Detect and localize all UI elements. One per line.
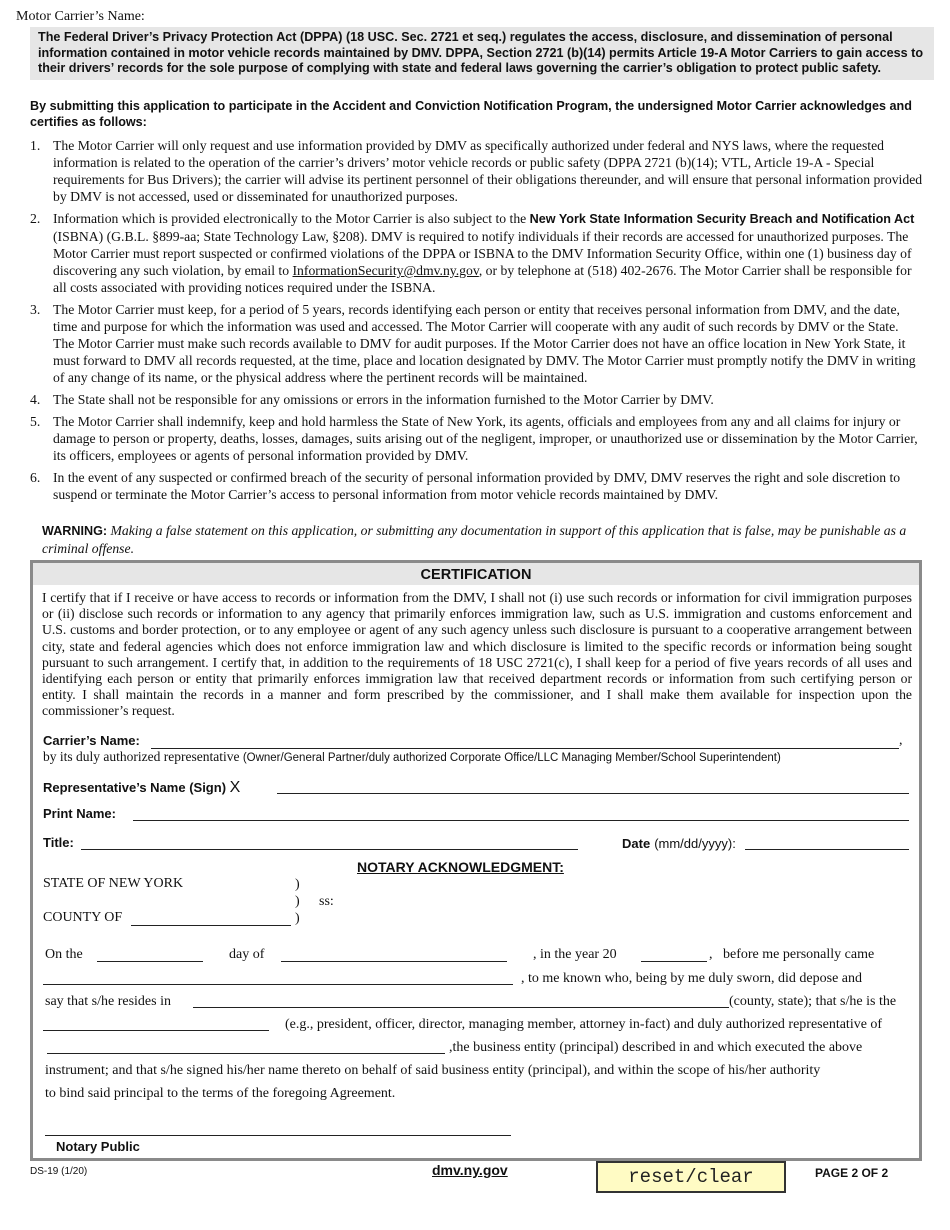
notary-person-field[interactable] (43, 984, 513, 985)
motor-carrier-name-label: Motor Carrier’s Name: (16, 9, 145, 24)
paren: ) (295, 911, 300, 926)
dmv-site-link[interactable]: dmv.ny.gov (432, 1162, 508, 1178)
carrier-name-label: Carrier’s Name: (43, 733, 140, 748)
certification-text: I certify that if I receive or have access to records or information from the DMV, I shall not (i) use such records or information for civil immigration purposes or (ii) disclose such records or information to any agency that primarily enforces immigration law, such as U.S. immigration and customs enforcement and U.S. customs and border protection, or to any employee or agent of any such agency unless such disclosure is pursuant to a cooperative arrangement between city, state and federal agencies which does not enforce immigration law and which disclosure is limited to the specific records or information being sought pursuant to such arrangement. I certify that, in addition to the requirements of 18 USC 2721(c), I shall keep for a period of five years records of all uses and identifying each person or entity that primarily enforces immigration law that received department records or information from such certifying person or entity. I shall maintain the records in a manner and form prescribed by the commissioner, and I shall make them available for inspection upon the commissioner’s request. (42, 590, 912, 719)
warning-label: WARNING: (42, 524, 108, 538)
notary-state: STATE OF NEW YORK (43, 876, 184, 891)
item-text: In the event of any suspected or confirmed breach of the security of personal information provided by DMV, DMV reserves the right and sole discretion to suspend or terminate the Motor Carrier’s access to personal information from motor vehicle records maintained by DMV. (53, 470, 901, 502)
reset-clear-button[interactable]: reset/clear (596, 1161, 786, 1193)
rep-sign-label: Representative’s Name (Sign) X (43, 779, 241, 796)
paren: ) (295, 877, 300, 892)
print-name-label: Print Name: (43, 806, 116, 821)
notary-public-label: Notary Public (56, 1139, 140, 1154)
list-item: 1. The Motor Carrier will only request and use information provided by DMV as specifically authorized under federal and NYS laws, where the requested information is related to the operation of the carrier’s drivers’ motor vehicle records or public safety (DPPA 2721 (b)(14); VTL, Article 19-A - Special requirements for Bus Drivers); the carrier will advise its pertinent personnel of their obligations thereunder, and will ensure that personal information provided by DMV is not accessed, used or disseminated for unauthorized purposes. (30, 138, 923, 204)
dppa-notice: The Federal Driver’s Privacy Protection Act (DPPA) (18 USC. Sec. 2721 et seq.) regulates the access, disclosure, and dissemination of personal information contained in motor vehicle records maintained by DMV. DPPA, Section 2721 (b)(14) permits Article 19-A Motor Carriers to gain access to their drivers’ records for the sole purpose of complying with state and federal laws governing the carrier’s obligation to protect public safety. (30, 27, 934, 80)
list-item: 3. The Motor Carrier must keep, for a period of 5 years, records identifying each person or entity that receives personal information from DMV, and the date, time and purpose for which the information was used and accessed. The Motor Carrier will cooperate with any audit of such records by DMV or the State. The Motor Carrier must make such records available to DMV for audit purposes. If the Motor Carrier does not have an office location in New York State, it must forward to DMV all records requested, at the time, place and location designated by DMV. The Motor Carrier must promptly notify the DMV in writing of any change of its name, or the physical address where the pertinent records will be maintained. (30, 302, 916, 385)
item-text: The Motor Carrier shall indemnify, keep and hold harmless the State of New York, its agents, officials and employees from any and all claims for injury or damage to person or property, deaths, losses, damages, suits arising out of the negligent, improper, or unauthorized use or dissemination by the Motor Carrier, its officers, employees or agents of personal information provided by DMV. (53, 414, 918, 463)
infosec-email-link[interactable]: InformationSecurity@dmv.ny.gov (292, 263, 479, 278)
notary-entity-field[interactable] (47, 1053, 445, 1054)
paren: ) (295, 894, 300, 909)
signature-x-mark: X (229, 779, 241, 796)
print-name-field[interactable] (133, 820, 909, 821)
list-item: 5. The Motor Carrier shall indemnify, keep and hold harmless the State of New York, its agents, officials and employees from any and all claims for injury or damage to person or property, deaths, losses, damages, suits arising out of the negligent, improper, or unauthorized use or dissemination by the Motor Carrier, its officers, employees or agents of personal information provided by DMV. (30, 414, 918, 463)
notary-month-field[interactable] (281, 961, 507, 962)
representative-intro: by its duly authorized representative (Owner/General Partner/duly authorized Corporate Office/LLC Managing Member/School Superintendent) (43, 749, 781, 764)
carrier-name-comma: , (899, 733, 903, 748)
isbna-bold: New York State Information Security Breach and Notification Act (529, 212, 915, 226)
form-code: DS-19 (1/20) (30, 1166, 88, 1177)
notary-title: NOTARY ACKNOWLEDGMENT: (357, 859, 564, 875)
item-text: The Motor Carrier will only request and use information provided by DMV as specifically authorized under federal and NYS laws, where the requested information is related to the operation of the carrier’s drivers’ motor vehicle records or public safety (DPPA 2721 (b)(14); VTL, Article 19-A - Special requirements for Bus Drivers); the carrier will advise its pertinent personnel of their obligations thereunder, and will ensure that personal information provided by DMV is not accessed, used or disseminated for unauthorized purposes. (53, 138, 923, 204)
notary-role-field[interactable] (43, 1030, 269, 1031)
representative-roles: (Owner/General Partner/duly authorized Corporate Office/LLC Managing Member/School Superintendent) (242, 752, 781, 764)
notary-ss: ss: (319, 894, 334, 909)
notary-county-field[interactable] (131, 925, 291, 926)
submit-statement: By submitting this application to participate in the Accident and Conviction Notification Program, the undersigned Motor Carrier acknowledges and certifies as follows: (30, 99, 912, 129)
certification-section: CERTIFICATION I certify that if I receive or have access to records or information from the DMV, I shall not (i) use such records or information for civil immigration purposes or (ii) disclose such records or information to any agency that primarily enforces immigration law, such as U.S. immigration and customs enforcement and U.S. customs and border protection, or to any employee or agent of any such agency unless such disclosure is pursuant to a cooperative arrangement between city, state and federal agencies which does not enforce immigration law and which disclosure is limited to the specific records or information being sought pursuant to such arrangement. I certify that, in addition to the requirements of 18 USC 2721(c), I shall keep for a period of five years records of all uses and identifying each person or entity that primarily enforces immigration law that received department records or information from such certifying person or entity. I shall maintain the records in a manner and form prescribed by the commissioner, and I shall make them available for inspection upon the commissioner’s request. Carrier’s Name: , by its duly authorized representative (Owner/General Partner/duly authorized Corporate Office/LLC Managing Member/School Superintendent) Representative’s Name (Sign) X Print Name: Title: Date (mm/dd/yyyy): NOTARY ACKNOWLEDGMENT: STATE OF NEW YORK ) ) ss: ) COUNTY OF On the day of , in the year 20 , before me personally came , to me known who, being by me duly sworn, did depose and say that s/he resides in (county, state); that s/he is the (e.g., president, officer, director, managing member, attorney in-fact) and duly authorized representative of ,the business entity (principal) described in and which executed the above instrument; and that s/he signed his/her name thereto on behalf of said business entity (principal), and within the scope of his/her authority to bind said principal to the terms of the foregoing Agreement. Notary Public (30, 560, 922, 1161)
notary-year-field[interactable] (641, 961, 707, 962)
notary-day-field[interactable] (97, 961, 203, 962)
rep-signature-field[interactable] (277, 793, 909, 794)
item-text: The State shall not be responsible for any omissions or errors in the information furnished to the Motor Carrier by DMV. (53, 392, 714, 407)
certification-items (30, 137, 923, 508)
notary-signature-field[interactable] (45, 1135, 511, 1136)
warning-text: Making a false statement on this application, or submitting any documentation in support of this application that is false, may be punishable as a criminal offense. (42, 523, 907, 556)
list-item: 6. In the event of any suspected or confirmed breach of the security of personal information provided by DMV, DMV reserves the right and sole discretion to suspend or terminate the Motor Carrier’s access to personal information from motor vehicle records maintained by DMV. (30, 470, 901, 502)
date-field[interactable] (745, 849, 909, 850)
certification-title: CERTIFICATION (33, 563, 919, 585)
notary-county-label: COUNTY OF (43, 910, 123, 925)
title-label: Title: (43, 835, 74, 850)
date-label: Date (mm/dd/yyyy): (622, 836, 736, 851)
list-item: 2. Information which is provided electronically to the Motor Carrier is also subject to the New York State Information Security Breach and Notification Act (ISBNA) (G.B.L. §899-aa; State Technology Law, §208). DMV is required to notify individuals if their records are accessed for unauthorized purposes. The Motor Carrier must report suspected or confirmed violations of the DPPA or ISBNA to the DMV Information Security Office, within one (1) business day of discovering any such violation, by email to InformationSecurity@dmv.ny.gov, or by telephone at (518) 402-2676. The Motor Carrier shall be responsible for all costs associated with providing notices required under the ISBNA. (30, 211, 915, 295)
title-field[interactable] (81, 849, 578, 850)
page-number: PAGE 2 OF 2 (815, 1166, 889, 1180)
notary-residence-field[interactable] (193, 1007, 729, 1008)
warning-statement (42, 522, 922, 557)
item-text: The Motor Carrier must keep, for a period of 5 years, records identifying each person or entity that receives personal information from DMV, and the date, time and purpose for which the information was used and accessed. The Motor Carrier will cooperate with any audit of such records by DMV or the State. The Motor Carrier must make such records available to DMV for audit purposes. If the Motor Carrier does not have an office location in New York State, it must forward to DMV all records requested, at the time, place and location designated by DMV. The Motor Carrier must promptly notify the DMV in writing of any change of its name, or the physical address where the pertinent records will be maintained. (53, 302, 916, 385)
list-item: 4. The State shall not be responsible for any omissions or errors in the information furnished to the Motor Carrier by DMV. (30, 392, 714, 407)
